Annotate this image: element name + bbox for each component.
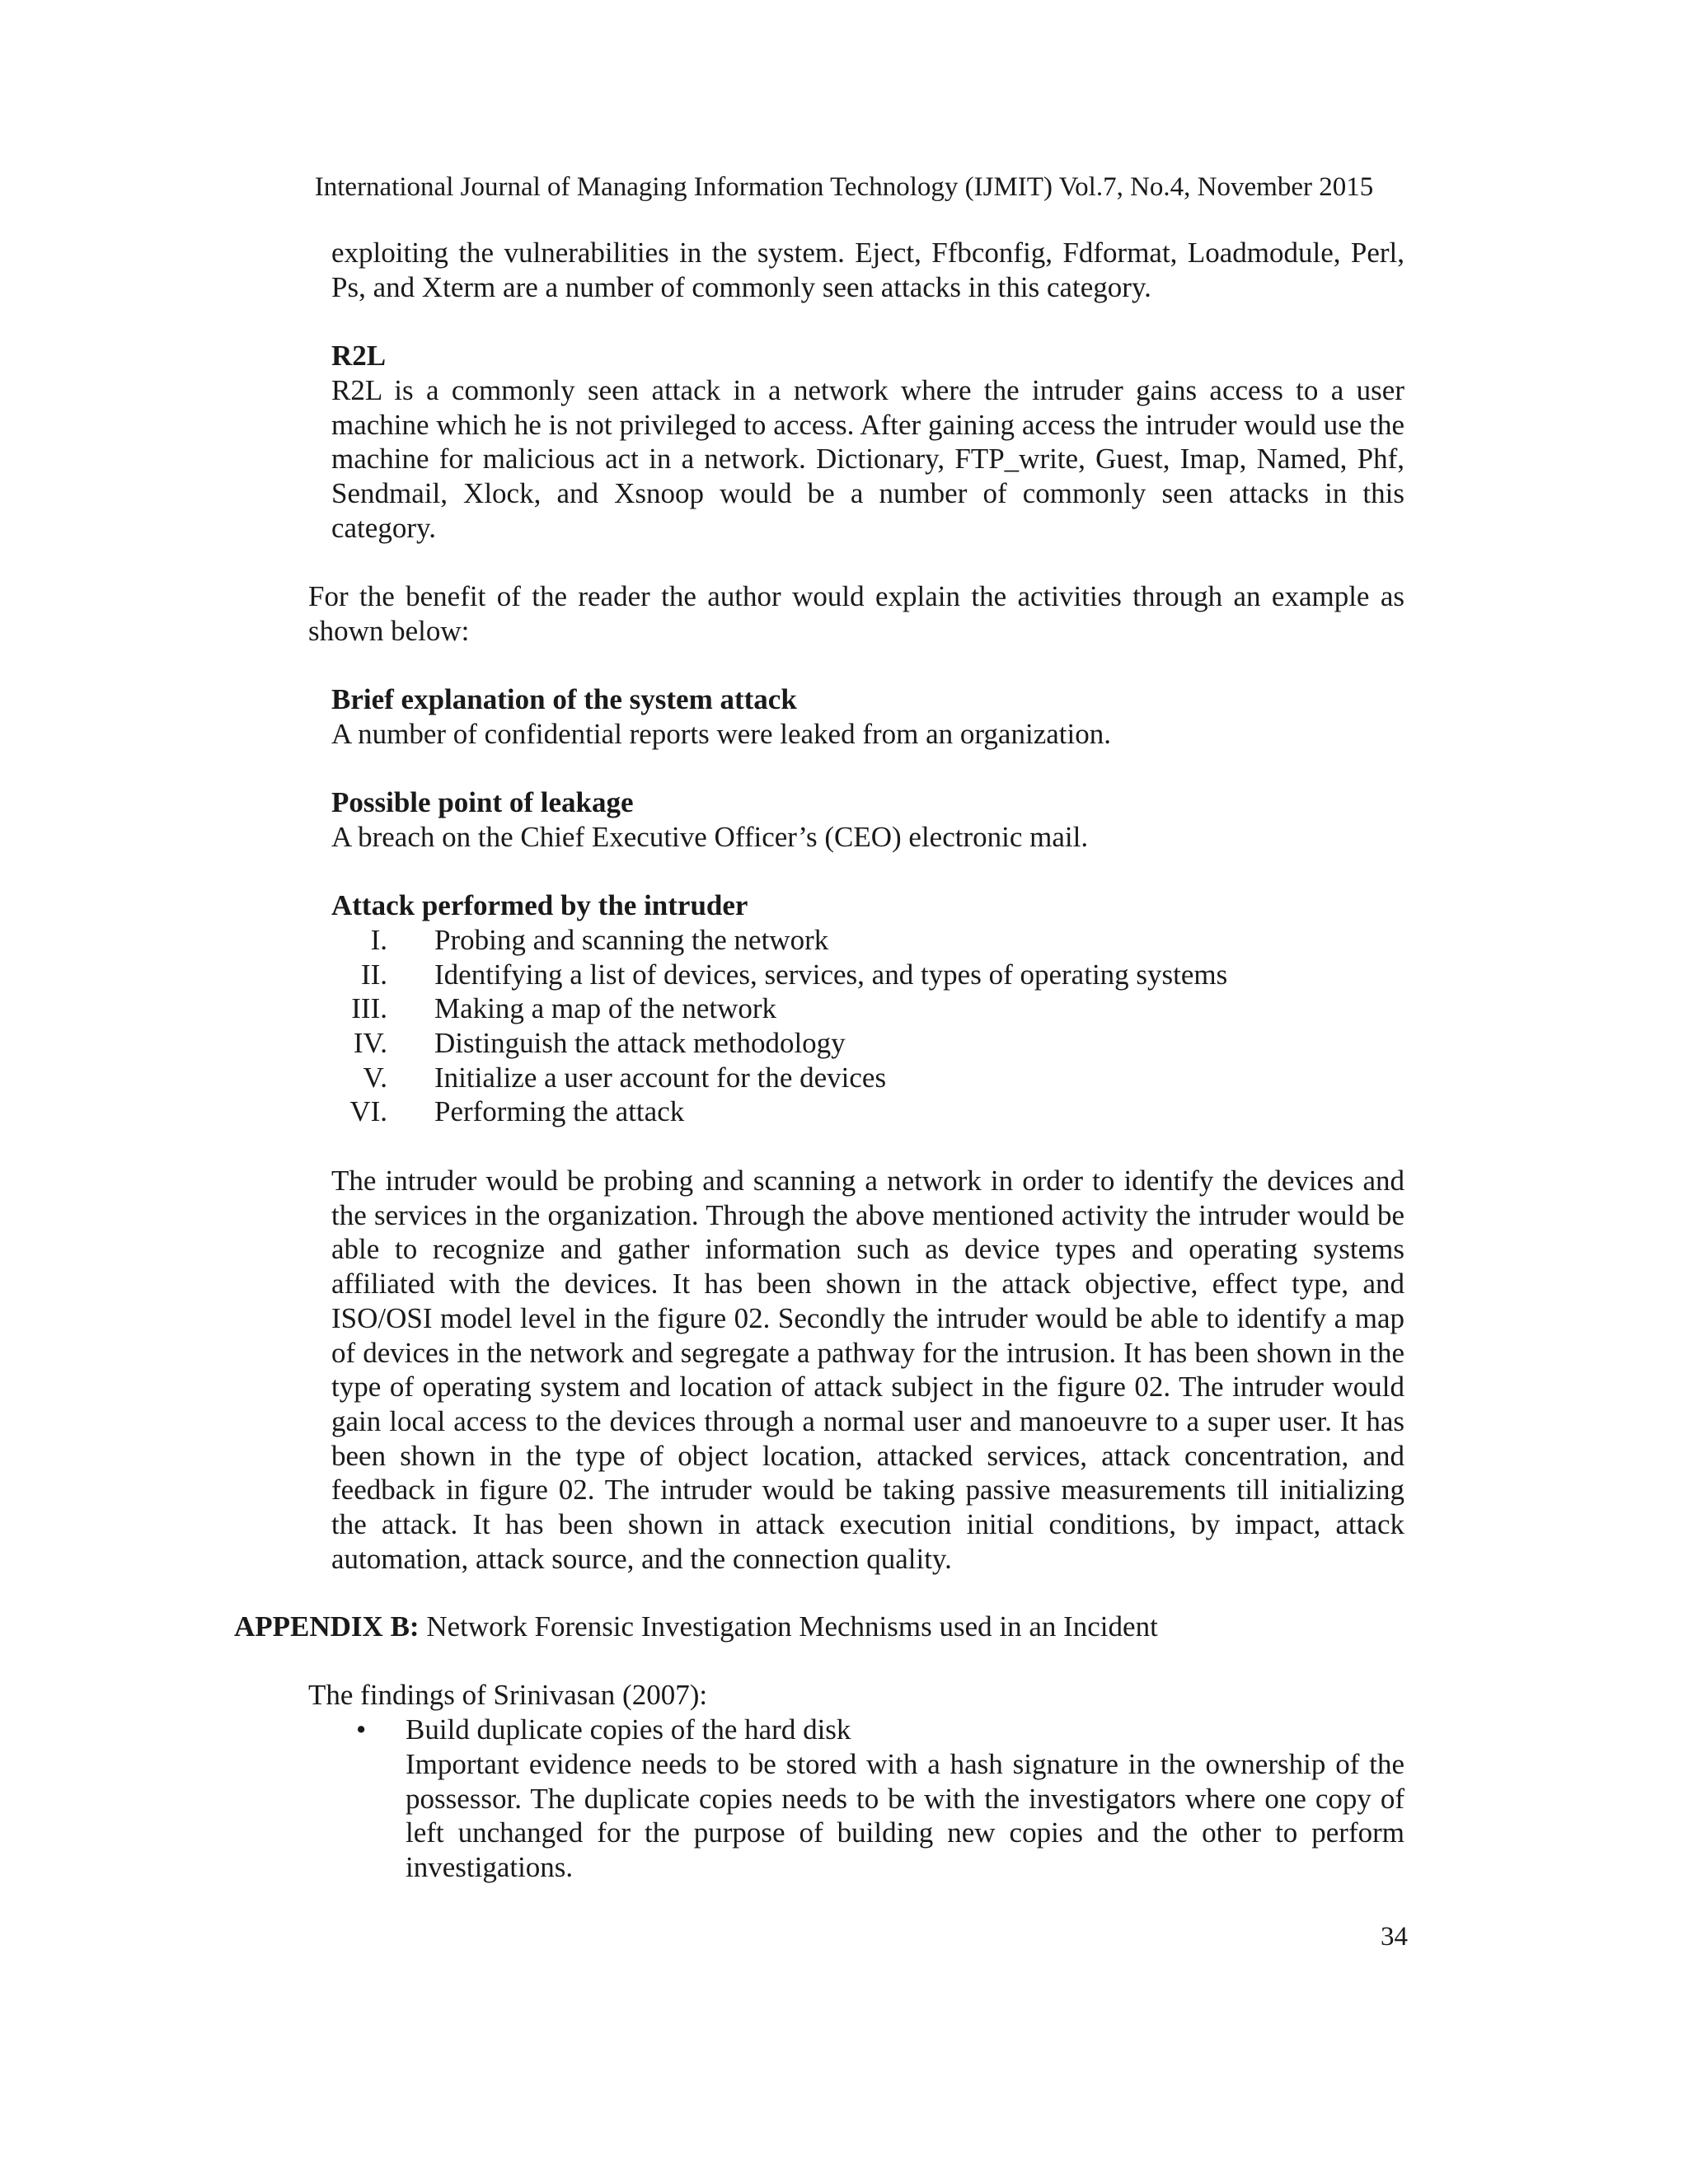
list-item [331,991,1404,1026]
explanation-paragraph: The intruder would be probing and scanning a network in order to identify the devices and the services in the organization. Through the above mentioned activity the intruder would be able to recognize and gather information such as device types and operating systems affiliated with the devices. It has been shown in the attack objective, effect type, and ISO/OSI model level in the figure 02. Secondly the intruder would be able to identify a map of devices in the network and segregate a pathway for the intrusion. It has been shown in the type of operating system and location of attack subject in the figure 02. The intruder would gain local access to the devices through a normal user and manoeuvre to a super user. It has been shown in the type of object location, attacked services, attack concentration, and feedback in figure 02. The intruder would be taking passive measurements till initializing the attack. It has been shown in attack execution initial conditions, by impact, attack automation, attack source, and the connection quality. [331,1165,1404,1575]
list-numeral: V. [363,1061,387,1094]
list-item-text: Probing and scanning the network [434,924,829,956]
list-item [331,958,1404,992]
r2l-paragraph: R2L is a commonly seen attack in a network where the intruder gains access to a user machine which he is not privileged to access. After gaining access the intruder would use the machine for malicious act in a network. Dictionary, FTP_write, Guest, Imap, Named, Phf, Sendmail, Xlock, and Xsnoop would be a number of commonly seen attacks in this category. [331,374,1404,544]
journal-header: International Journal of Managing Information Technology (IJMIT) Vol.7, No.4, November 2015 [314,172,1374,202]
brief-body: A number of confidential reports were leaked from an organization. [331,718,1111,750]
appendix-title: Network Forensic Investigation Mechnisms used in an Incident [426,1610,1158,1643]
findings-title: The findings of Srinivasan (2007): [308,1679,708,1711]
list-item [331,1094,1404,1129]
list-numeral: III. [351,992,387,1025]
list-numeral: IV. [353,1027,387,1060]
list-item-text: Making a map of the network [434,992,777,1025]
list-numeral: VI. [349,1095,387,1128]
r2l-heading: R2L [331,340,387,372]
list-numeral: II. [360,958,387,991]
leakage-body: A breach on the Chief Executive Officer’s (CEO) electronic mail. [331,821,1089,853]
list-item-text: Distinguish the attack methodology [434,1027,846,1060]
attack-list [331,923,1404,1129]
u2r-continuation-paragraph: exploiting the vulnerabilities in the system. Eject, Ffbconfig, Fdformat, Loadmodule, Perl, Ps, and Xterm are a number of commonly seen attacks in this category. [331,237,1404,303]
page-number: 34 [1381,1922,1408,1952]
list-item [331,1061,1404,1095]
list-item-text: Initialize a user account for the devices [434,1061,887,1094]
list-item-text: Performing the attack [434,1095,685,1128]
bullet-title: Build duplicate copies of the hard disk [406,1713,851,1746]
bullet-body: Important evidence needs to be stored with a hash signature in the ownership of the possessor. The duplicate copies needs to be with the investigators where one copy of left unchanged for the purpose of building new copies and the other to perform investigations. [406,1748,1404,1884]
list-item-text: Identifying a list of devices, services, and types of operating systems [434,958,1228,991]
appendix-label: APPENDIX B: [234,1610,420,1643]
list-item [331,1026,1404,1061]
leakage-heading: Possible point of leakage [331,786,634,818]
brief-heading: Brief explanation of the system attack [331,683,797,715]
list-numeral: I. [370,924,387,956]
appendix-heading [234,1610,1404,1644]
bullet-icon: • [356,1713,367,1746]
intro-paragraph: For the benefit of the reader the author would explain the activities through an example as shown below: [308,580,1404,647]
attack-heading: Attack performed by the intruder [331,889,748,921]
list-item [331,923,1404,958]
